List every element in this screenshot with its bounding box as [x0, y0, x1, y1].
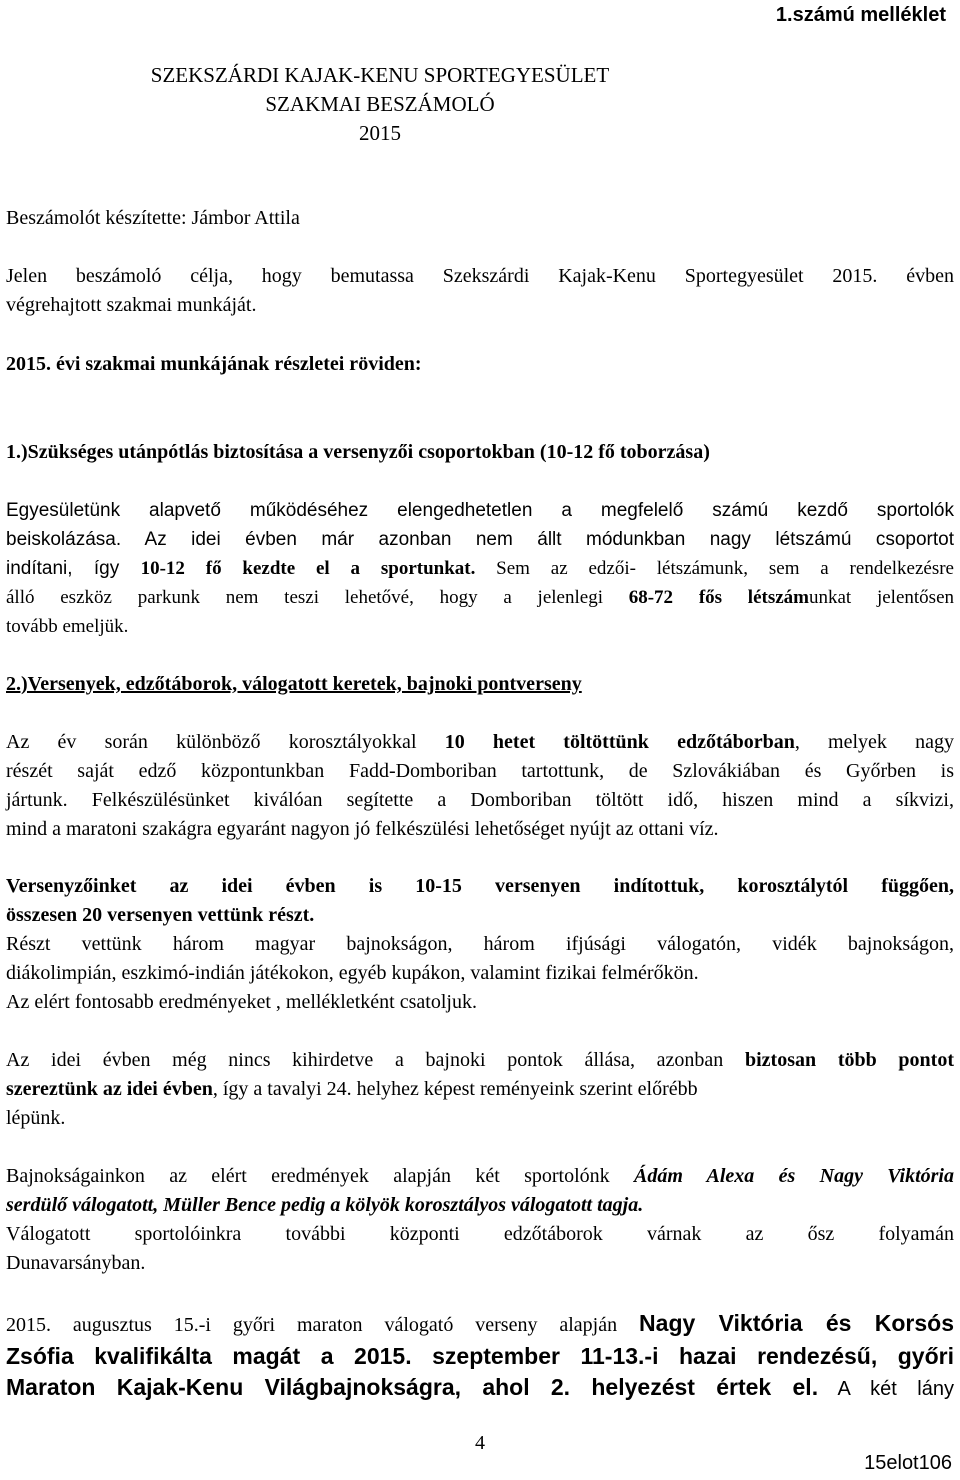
s2p1-line-1-c: , melyek nagy [794, 731, 955, 753]
section1-heading [6, 438, 954, 467]
s2p3-line-2 [6, 1075, 954, 1104]
s2p3-line-1-a: Az idei évben még nincs kihirdetve a bajnoki pontok állása, azonban [6, 1049, 745, 1071]
document-code: 15elot106 [864, 1452, 952, 1474]
s2p1-line-1 [6, 728, 954, 757]
section1-heading-text: 1.)Szükséges utánpótlás biztosítása a versenyzői csoportokban (10-12 fő toborzása) [6, 441, 710, 463]
document-title: SZEKSZÁRDI KAJAK-KENU SPORTEGYESÜLET [150, 63, 610, 87]
section2-heading-text: 2.)Versenyek, edzőtáborok, válogatott keretek, bajnoki pontverseny [6, 673, 582, 695]
s2p2-line-5: Az elért fontosabb eredményeket , mellékletként csatoljuk. [6, 991, 477, 1013]
s2p3-line-2-b: , így a tavalyi 24. helyhez képest reményeink szerint előrébb [212, 1078, 698, 1100]
s2p4-line-3: Válogatott sportolóinkra további központi edzőtáborok várnak az ősz folyamán [6, 1223, 954, 1245]
s2p5-line-3-b: A két lány [818, 1378, 954, 1400]
section2-paragraph-4 [6, 1162, 954, 1278]
section2-paragraph-2 [6, 872, 954, 1017]
s2p1-line-4: mind a maratoni szakágra egyaránt nagyon jó felkészülési lehetőséget nyújt az ottani víz. [6, 818, 719, 840]
s1-line-2: beiskolázása. Az idei évben már azonban nem állt módunkban nagy létszámú csoportot [6, 529, 954, 550]
s2p3-line-1 [6, 1046, 954, 1075]
s2p3-line-1-bold: biztosan több pontot [745, 1049, 954, 1071]
section2-paragraph-5 [6, 1308, 954, 1405]
s2p1-line-2: részét saját edző központunkban Fadd-Domboriban tartottunk, de Szlovákiában és Győrben is [6, 760, 954, 782]
s2p5-line-1-bold: Nagy Viktória és Korsós [639, 1310, 955, 1336]
s2p3-line-2-bold: szereztünk az idei évben [6, 1078, 213, 1100]
s2p4-line-2 [6, 1191, 954, 1220]
section2-paragraph-3 [6, 1046, 954, 1133]
s2p4-line-1-a: Bajnokságainkon az elért eredmények alapján két sportolónk [6, 1165, 635, 1187]
s2p1-line-3: jártunk. Felkészülésünket kiválóan segítette a Domboriban töltött idő, hiszen mind a síkvizi, [6, 789, 954, 811]
purpose-line-1: Jelen beszámoló célja, hogy bemutassa Szekszárdi Kajak-Kenu Sportegyesület 2015. évben [6, 265, 954, 287]
s1-line-4-c: unkat jelentősen [809, 587, 954, 608]
document-subtitle: SZAKMAI BESZÁMOLÓ [265, 92, 495, 116]
s1-line-1: Egyesületünk alapvető működéséhez elengedhetetlen a megfelelő számú kezdő sportolók [6, 500, 954, 521]
s2p4-line-2-italic: serdülő válogatott, Müller Bence pedig a kölyök korosztályos válogatott tagja. [6, 1194, 644, 1216]
s2p3-line-3: lépünk. [6, 1107, 66, 1129]
s1-line-4-a: álló eszköz parkunk nem teszi lehetővé, hogy a jelenlegi [6, 587, 629, 608]
section1-paragraph [6, 496, 954, 641]
s2p5-line-3 [6, 1372, 954, 1405]
s1-line-5: tovább emeljük. [6, 616, 129, 637]
s2p1-line-1-bold: 10 hetet töltöttünk edzőtáborban [444, 731, 795, 753]
section2-heading [6, 670, 954, 699]
s1-line-3 [6, 554, 954, 583]
author-line: Beszámolót készítette: Jámbor Attila [6, 207, 300, 229]
s2p5-line-3-bold: Maraton Kajak-Kenu Világbajnokságra, ahol 2. helyezést értek el. [6, 1374, 819, 1400]
s2p2-line-2: összesen 20 versenyen vettünk részt. [6, 904, 315, 926]
s2p5-line-1-a: 2015. augusztus 15.-i győri maraton válogató verseny alapján [6, 1314, 640, 1336]
document-year: 2015 [359, 121, 401, 145]
purpose-paragraph [6, 262, 954, 320]
s2p1-line-1-a: Az év során különböző korosztályokkal [6, 731, 445, 753]
page-number: 4 [475, 1432, 485, 1454]
s2p4-line-1-bold-italic: Ádám Alexa és Nagy Viktória [634, 1165, 954, 1187]
s1-line-4 [6, 583, 954, 612]
s2p4-line-4: Dunavarsányban. [6, 1252, 146, 1274]
annex-label: 1.számú melléklet [775, 4, 946, 26]
purpose-line-2: végrehajtott szakmai munkáját. [6, 294, 257, 316]
s2p2-line-1: Versenyzőinket az idei évben is 10-15 versenyen indítottuk, korosztálytól függően, [6, 875, 954, 897]
s1-line-3-a: indítani, így [6, 558, 141, 579]
s2p2-line-3: Részt vettünk három magyar bajnokságon, három ifjúsági válogatón, vidék bajnokságon, [6, 933, 954, 955]
s1-line-3-bold: 10-12 fő kezdte el a sportunkat. [140, 558, 476, 579]
s2p4-line-1 [6, 1162, 954, 1191]
s2p5-line-1 [6, 1308, 954, 1341]
s2p2-line-4: diákolimpián, eszkimó-indián játékokon, egyéb kupákon, valamint fizikai felmérőkön. [6, 962, 699, 984]
s1-line-4-bold: 68-72 fős létszám [628, 587, 809, 608]
section2-paragraph-1 [6, 728, 954, 844]
summary-heading [6, 350, 954, 379]
summary-heading-text: 2015. évi szakmai munkájának részletei röviden: [6, 353, 422, 375]
s1-line-3-c: Sem az edzői- létszámunk, sem a rendelkezésre [475, 558, 954, 579]
s2p5-line-2: Zsófia kvalifikálta magát a 2015. szeptember 11-13.-i hazai rendezésű, győri [6, 1343, 954, 1369]
